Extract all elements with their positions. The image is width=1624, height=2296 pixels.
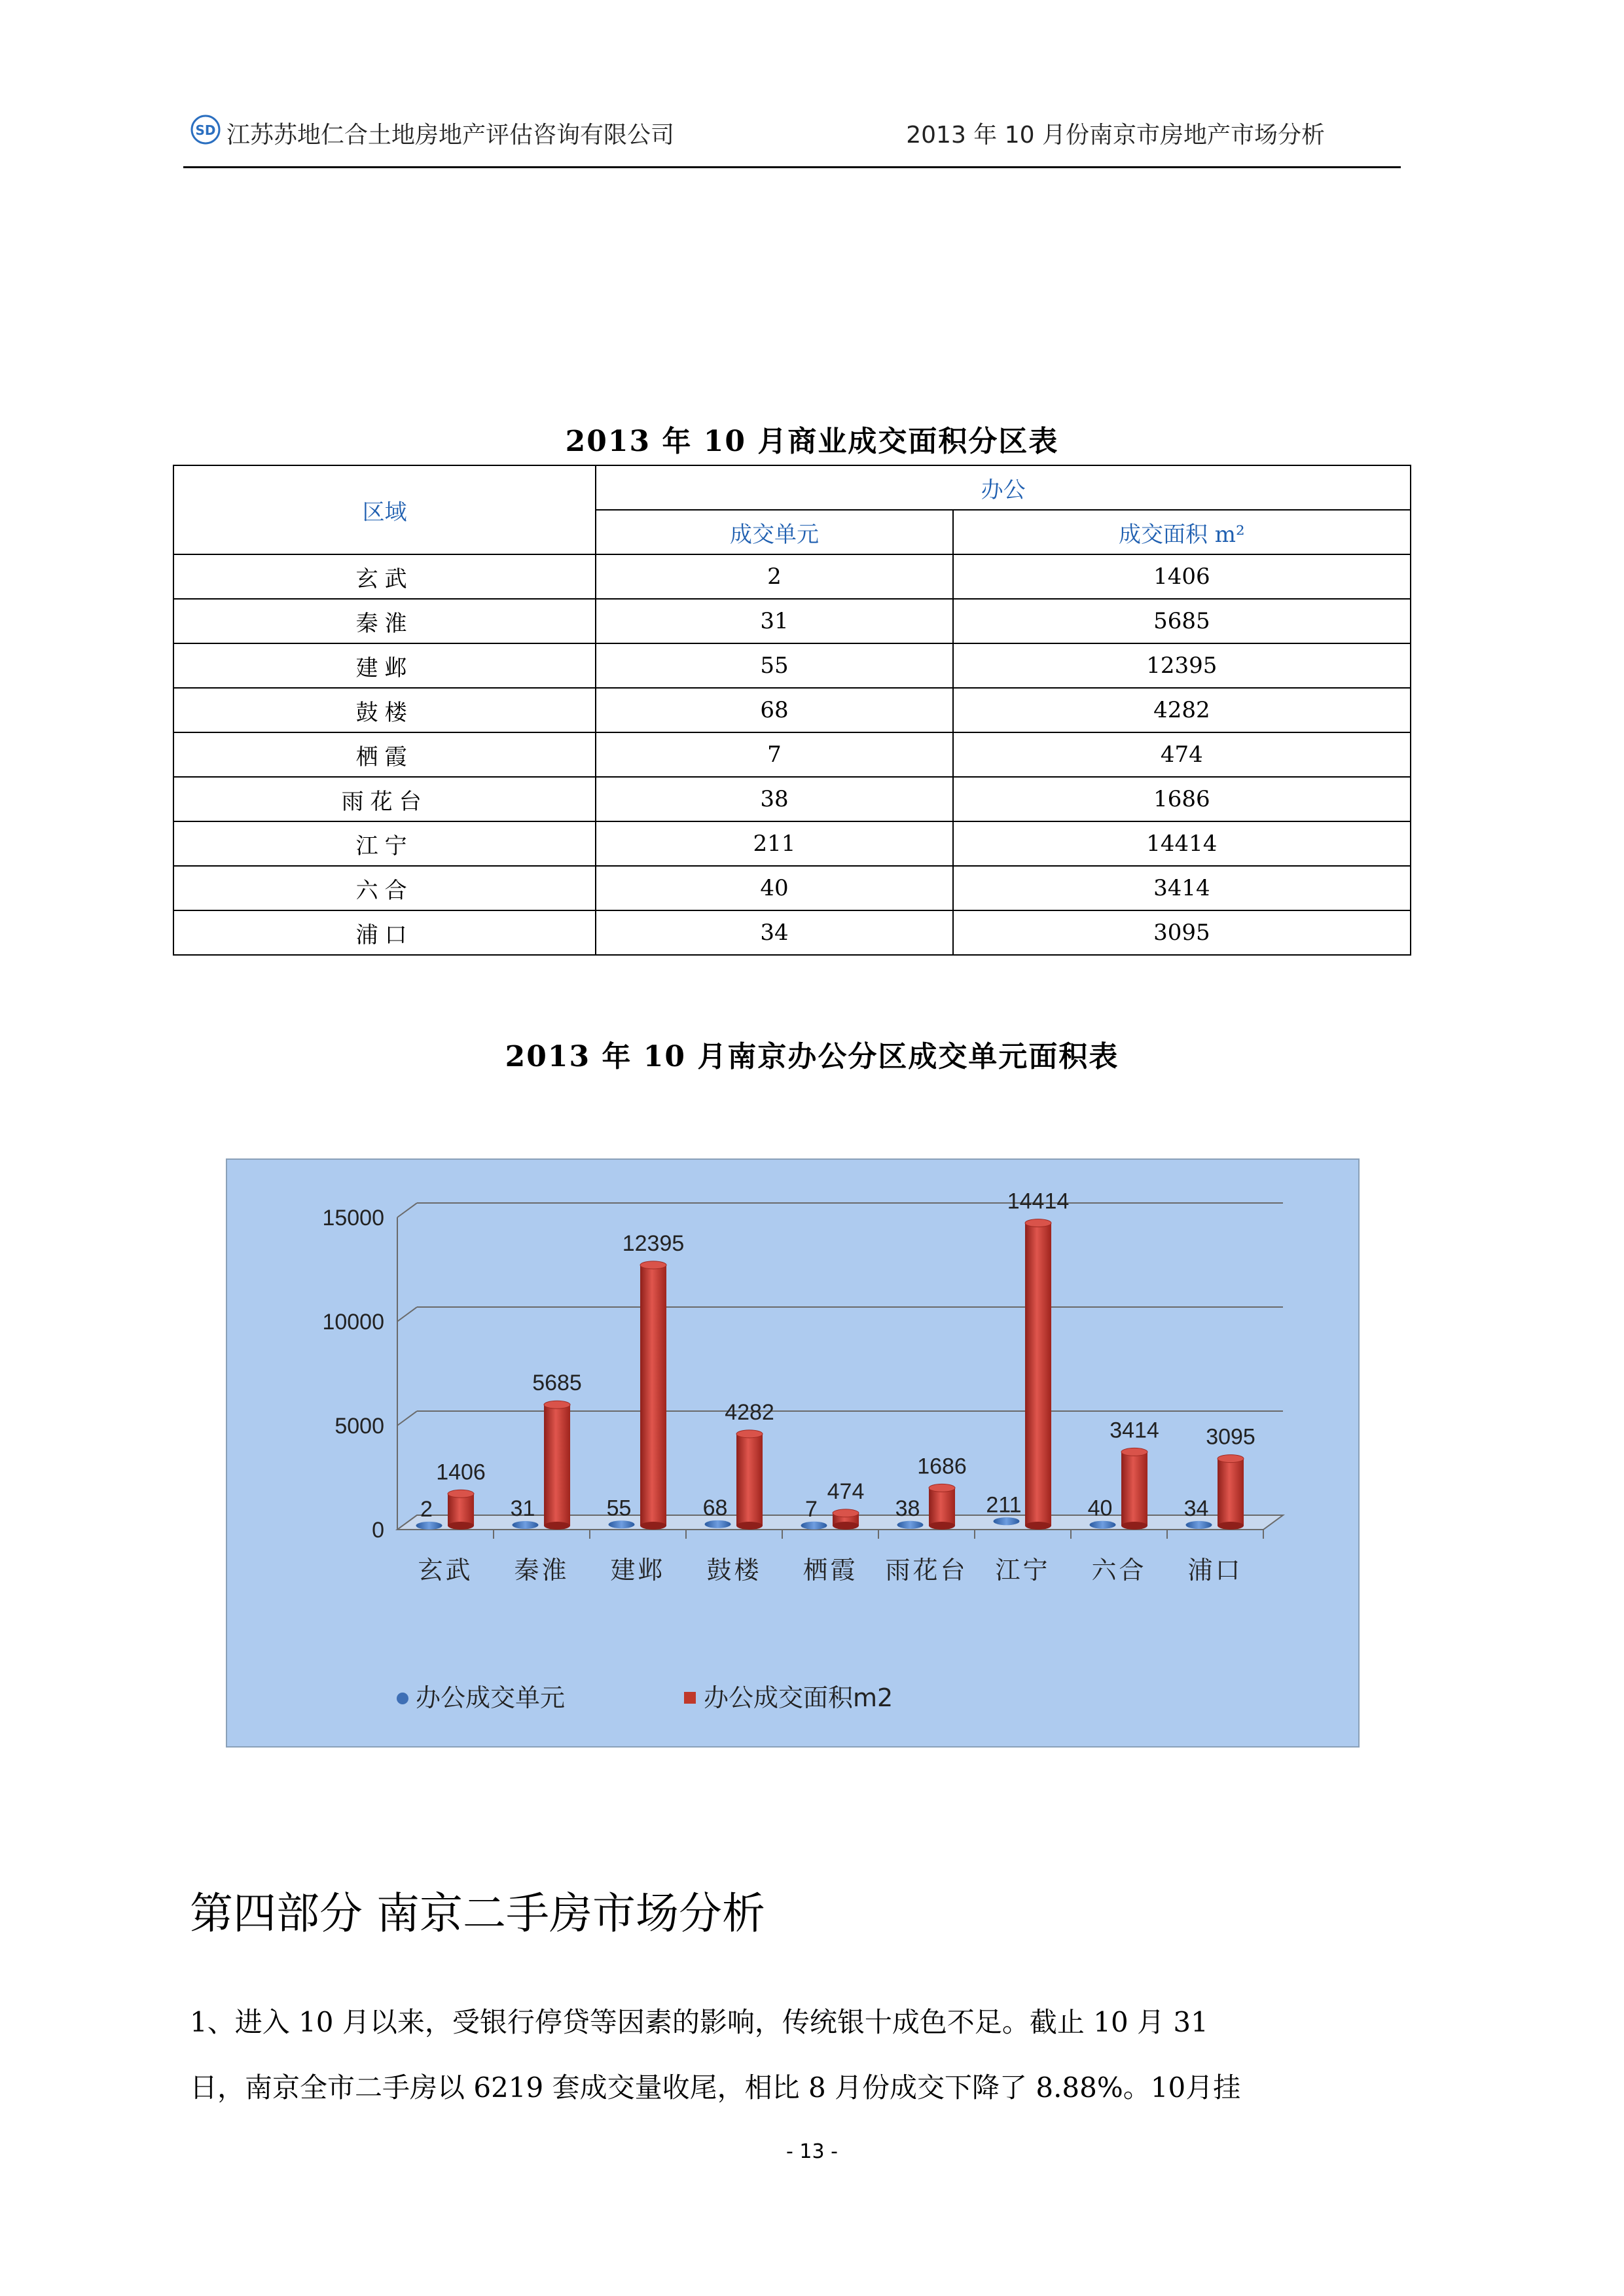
area-cell: 3414 (953, 866, 1411, 910)
area-data-label: 3414 (1110, 1418, 1159, 1443)
region-cell: 秦淮 (173, 599, 596, 643)
area-header: 成交面积 m² (953, 510, 1411, 554)
office-bar-chart (226, 1158, 1360, 1748)
region-cell: 浦口 (173, 910, 596, 955)
units-cell: 40 (596, 866, 952, 910)
units-marker (416, 1522, 442, 1530)
table-row (173, 599, 1411, 643)
units-data-label: 34 (1183, 1496, 1209, 1521)
units-cell: 38 (596, 777, 952, 821)
x-category-label: 建邺 (610, 1556, 666, 1585)
units-data-label: 31 (510, 1496, 535, 1522)
area-bar-base (448, 1522, 474, 1530)
x-category-label: 雨花台 (885, 1556, 968, 1585)
units-data-label: 7 (805, 1496, 818, 1522)
units-marker (994, 1517, 1020, 1525)
area-data-label: 1686 (917, 1454, 967, 1479)
chart-background (226, 1159, 1359, 1747)
area-bar-base (736, 1522, 763, 1530)
x-category-label: 秦淮 (514, 1556, 569, 1585)
region-cell: 建邺 (173, 643, 596, 688)
units-data-label: 40 (1087, 1496, 1113, 1521)
area-data-label: 4282 (725, 1399, 774, 1425)
units-cell: 31 (596, 599, 952, 643)
x-category-label: 栖霞 (803, 1556, 858, 1585)
area-data-label: 474 (827, 1479, 865, 1504)
area-bar-base (929, 1522, 955, 1530)
units-marker (1090, 1521, 1116, 1529)
area-bar-base (1121, 1522, 1147, 1530)
area-cell: 474 (953, 732, 1411, 777)
y-tick-label: 0 (372, 1518, 384, 1543)
area-cell: 12395 (953, 643, 1411, 688)
area-data-label: 5685 (532, 1371, 582, 1396)
units-data-label: 2 (420, 1496, 433, 1522)
table-row (173, 777, 1411, 821)
area-bar (544, 1405, 570, 1526)
region-cell: 栖霞 (173, 732, 596, 777)
commercial-area-table (173, 465, 1411, 956)
area-bar (1218, 1459, 1244, 1526)
area-bar (640, 1265, 666, 1526)
units-data-label: 38 (895, 1496, 920, 1521)
area-bar (736, 1434, 763, 1526)
table-row (173, 688, 1411, 732)
units-marker (513, 1521, 539, 1529)
area-data-label: 1406 (436, 1460, 486, 1485)
units-marker (801, 1522, 827, 1530)
area-bar-top (929, 1484, 955, 1492)
company-logo-icon (190, 114, 221, 145)
units-cell: 2 (596, 554, 952, 599)
y-tick-label: 15000 (322, 1206, 384, 1230)
area-bar-base (544, 1522, 570, 1530)
units-cell: 211 (596, 821, 952, 866)
header-divider (183, 166, 1401, 168)
region-cell: 鼓楼 (173, 688, 596, 732)
units-cell: 55 (596, 643, 952, 688)
area-bar (1121, 1452, 1147, 1526)
area-bar-top (1218, 1455, 1244, 1463)
y-tick-label: 10000 (322, 1310, 384, 1335)
units-data-label: 68 (702, 1495, 728, 1520)
x-category-label: 江宁 (995, 1556, 1051, 1585)
chart-caption: 2013 年 10 月南京办公分区成交单元面积表 (505, 1040, 1119, 1073)
area-bar-top (640, 1261, 666, 1269)
units-marker (1186, 1521, 1212, 1529)
paragraph (190, 1990, 1401, 2121)
legend-area-label: 办公成交面积m2 (704, 1683, 893, 1712)
x-category-label: 鼓楼 (706, 1556, 762, 1585)
table-row (173, 866, 1411, 910)
area-bar-top (1025, 1219, 1051, 1227)
units-header: 成交单元 (596, 510, 952, 554)
region-cell: 江宁 (173, 821, 596, 866)
report-title: 2013 年 10 月份南京市房地产市场分析 (906, 122, 1325, 149)
x-category-label: 浦口 (1187, 1556, 1243, 1585)
table-row (173, 643, 1411, 688)
area-cell: 4282 (953, 688, 1411, 732)
area-bar-top (448, 1490, 474, 1498)
area-bar-top (833, 1509, 859, 1517)
y-tick-label: 5000 (334, 1414, 384, 1439)
area-bar-top (736, 1430, 763, 1438)
area-bar-base (1218, 1522, 1244, 1530)
legend-area-swatch (684, 1692, 696, 1704)
page-header (183, 111, 1401, 170)
x-category-label: 六合 (1091, 1556, 1147, 1585)
page-number: - 13 - (786, 2140, 838, 2163)
units-cell: 68 (596, 688, 952, 732)
paragraph-line: 1、进入 10 月以来，受银行停贷等因素的影响，传统银十成色不足。截止 10 月 31 (190, 2006, 1208, 2038)
legend-units-swatch (397, 1693, 408, 1704)
area-data-label: 3095 (1206, 1424, 1255, 1450)
region-cell: 雨花台 (173, 777, 596, 821)
area-cell: 3095 (953, 910, 1411, 955)
area-bar (1025, 1223, 1051, 1526)
region-cell: 六合 (173, 866, 596, 910)
units-data-label: 211 (986, 1492, 1022, 1518)
office-group-header: 办公 (596, 465, 1411, 510)
section-title: 第四部分 南京二手房市场分析 (190, 1888, 765, 1939)
area-data-label: 14414 (1007, 1189, 1070, 1214)
svg-text:SD: SD (195, 122, 216, 138)
area-bar-top (544, 1401, 570, 1408)
table-row (173, 554, 1411, 599)
table-row (173, 910, 1411, 955)
area-cell: 1406 (953, 554, 1411, 599)
units-marker (609, 1520, 635, 1528)
area-cell: 5685 (953, 599, 1411, 643)
table-row (173, 732, 1411, 777)
units-cell: 34 (596, 910, 952, 955)
area-bar-base (1025, 1522, 1051, 1530)
area-bar-base (640, 1522, 666, 1530)
x-category-label: 玄武 (418, 1556, 473, 1585)
table-row (173, 821, 1411, 866)
table-caption: 2013 年 10 月商业成交面积分区表 (565, 425, 1059, 458)
units-marker (897, 1521, 924, 1529)
region-cell: 玄武 (173, 554, 596, 599)
area-cell: 1686 (953, 777, 1411, 821)
area-data-label: 12395 (622, 1230, 685, 1256)
area-bar (929, 1488, 955, 1526)
company-name: 江苏苏地仁合土地房地产评估咨询有限公司 (226, 122, 675, 149)
area-cell: 14414 (953, 821, 1411, 866)
legend-units-label: 办公成交单元 (416, 1683, 566, 1712)
units-cell: 7 (596, 732, 952, 777)
area-bar (448, 1494, 474, 1526)
area-bar-base (833, 1522, 859, 1530)
paragraph-line: 日，南京全市二手房以 6219 套成交量收尾，相比 8 月份成交下降了 8.88%。10月挂 (190, 2072, 1241, 2104)
units-data-label: 55 (606, 1496, 632, 1521)
area-bar-top (1121, 1448, 1147, 1456)
region-header: 区域 (173, 465, 596, 554)
units-marker (705, 1520, 731, 1528)
